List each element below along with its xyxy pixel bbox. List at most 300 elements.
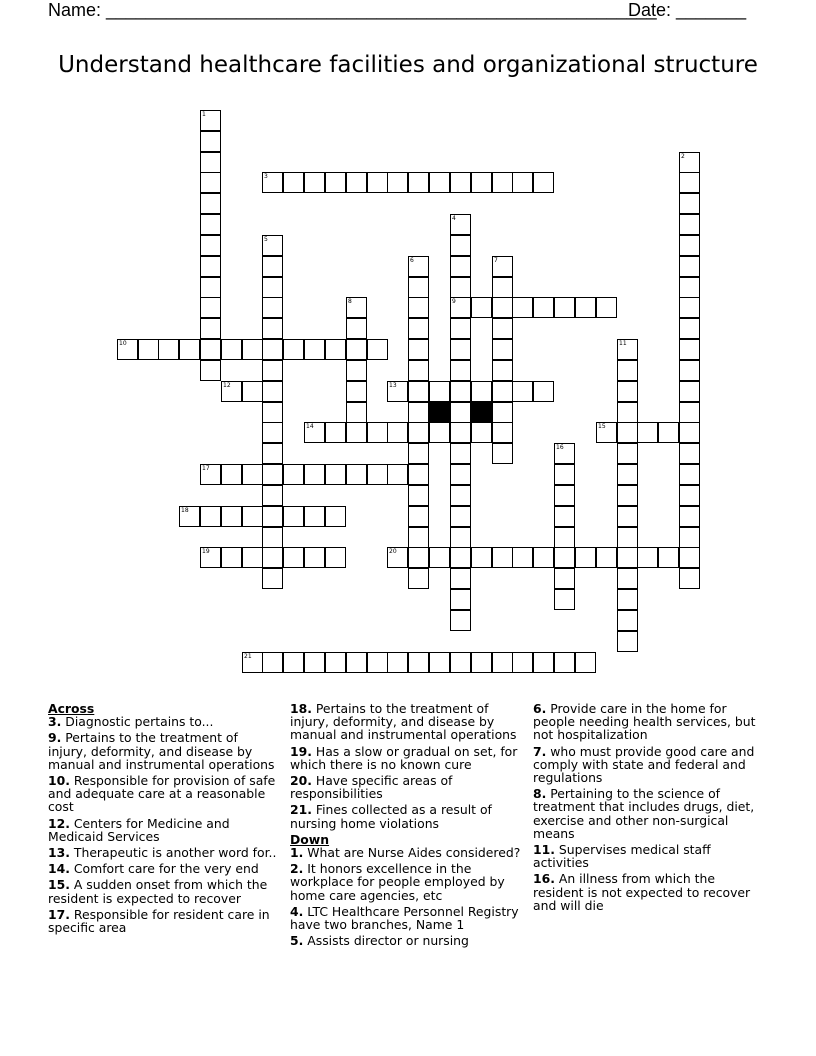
- grid-cell[interactable]: [408, 318, 429, 339]
- grid-cell[interactable]: [450, 297, 471, 318]
- grid-cell[interactable]: [262, 568, 283, 589]
- grid-cell[interactable]: [429, 381, 450, 402]
- grid-cell[interactable]: [408, 339, 429, 360]
- clue-number: 18: [181, 507, 189, 514]
- grid-cell[interactable]: [304, 422, 325, 443]
- grid-cell[interactable]: [200, 172, 221, 193]
- grid-cell[interactable]: [450, 402, 471, 423]
- grid-cell[interactable]: [450, 506, 471, 527]
- grid-cell[interactable]: [679, 318, 700, 339]
- clue-text: Pertaining to the science of treatment that includes drugs, diet, exercise and other non-surgical means: [533, 786, 755, 841]
- grid-cell[interactable]: [617, 527, 638, 548]
- clue-column-3: [533, 702, 765, 915]
- grid-cell[interactable]: [492, 277, 513, 298]
- grid-cell[interactable]: [450, 339, 471, 360]
- grid-cell[interactable]: [262, 485, 283, 506]
- grid-cell[interactable]: [596, 422, 617, 443]
- name-field[interactable]: Name: _______________________________________________________: [48, 0, 657, 20]
- grid-cell[interactable]: [679, 422, 700, 443]
- grid-cell[interactable]: [304, 547, 325, 568]
- clue-number: 15: [598, 423, 606, 430]
- clue-text: LTC Healthcare Personnel Registry have two branches, Name 1: [290, 903, 519, 933]
- grid-cell[interactable]: [617, 339, 638, 360]
- grid-cell[interactable]: [617, 485, 638, 506]
- grid-cell[interactable]: [325, 172, 346, 193]
- clue-number: 6: [410, 257, 414, 264]
- clue-number: 21: [244, 653, 252, 660]
- grid-cell[interactable]: [679, 256, 700, 277]
- grid-cell[interactable]: [200, 339, 221, 360]
- grid-cell[interactable]: [492, 443, 513, 464]
- clue-item: [290, 905, 522, 931]
- grid-cell[interactable]: [387, 547, 408, 568]
- grid-cell[interactable]: [596, 547, 617, 568]
- grid-cell[interactable]: [325, 652, 346, 673]
- grid-cell[interactable]: [283, 547, 304, 568]
- grid-cell[interactable]: [283, 464, 304, 485]
- grid-cell[interactable]: [492, 339, 513, 360]
- grid-cell[interactable]: [679, 339, 700, 360]
- grid-cell[interactable]: [554, 443, 575, 464]
- grid-cell[interactable]: [471, 172, 492, 193]
- grid-cell[interactable]: [637, 422, 658, 443]
- grid-cell[interactable]: [554, 527, 575, 548]
- grid-cell[interactable]: [617, 631, 638, 652]
- grid-cell[interactable]: [262, 235, 283, 256]
- grid-cell[interactable]: [262, 464, 283, 485]
- clue-number: 12: [223, 382, 231, 389]
- grid-cell[interactable]: [242, 381, 263, 402]
- grid-cell[interactable]: [200, 297, 221, 318]
- clue-number-label: 15.: [48, 877, 70, 893]
- grid-cell[interactable]: [262, 318, 283, 339]
- grid-cell[interactable]: [262, 443, 283, 464]
- grid-cell[interactable]: [387, 422, 408, 443]
- grid-cell[interactable]: [179, 339, 200, 360]
- grid-cell[interactable]: [492, 402, 513, 423]
- clue-text: Pertains to the treatment of injury, deformity, and disease by manual and instrumental operations: [48, 730, 275, 772]
- grid-cell[interactable]: [554, 506, 575, 527]
- across-heading: Across: [48, 701, 95, 716]
- grid-cell[interactable]: [304, 506, 325, 527]
- clue-text: Pertains to the treatment of injury, deformity, and disease by manual and instrumental operations: [290, 701, 517, 743]
- grid-cell[interactable]: [617, 402, 638, 423]
- grid-cell[interactable]: [262, 422, 283, 443]
- clue-number-label: 18.: [290, 701, 312, 716]
- grid-cell[interactable]: [387, 464, 408, 485]
- grid-cell[interactable]: [617, 589, 638, 610]
- down-heading: Down: [290, 831, 330, 847]
- grid-cell[interactable]: [533, 652, 554, 673]
- grid-cell[interactable]: [492, 172, 513, 193]
- grid-cell[interactable]: [512, 172, 533, 193]
- grid-cell[interactable]: [658, 547, 679, 568]
- clue-item: [533, 745, 765, 785]
- grid-cell[interactable]: [617, 422, 638, 443]
- grid-cell[interactable]: [242, 547, 263, 568]
- grid-cell[interactable]: [429, 422, 450, 443]
- clue-text: Supervises medical staff activities: [533, 842, 711, 871]
- grid-cell[interactable]: [533, 547, 554, 568]
- grid-cell[interactable]: [367, 464, 388, 485]
- clue-text: An illness from which the resident is not expected to recover and will die: [533, 871, 751, 913]
- grid-cell[interactable]: [679, 277, 700, 298]
- grid-cell[interactable]: [450, 318, 471, 339]
- page-title: Understand healthcare facilities and organizational structure: [58, 52, 758, 78]
- clue-number: 17: [202, 465, 210, 472]
- grid-cell[interactable]: [679, 152, 700, 173]
- grid-cell[interactable]: [346, 297, 367, 318]
- grid-cell[interactable]: [450, 422, 471, 443]
- grid-cell[interactable]: [262, 172, 283, 193]
- clue-item: [48, 878, 280, 904]
- grid-cell[interactable]: [221, 339, 242, 360]
- grid-cell[interactable]: [492, 547, 513, 568]
- grid-cell[interactable]: [200, 318, 221, 339]
- grid-cell[interactable]: [471, 547, 492, 568]
- grid-cell[interactable]: [554, 589, 575, 610]
- grid-cell[interactable]: [262, 277, 283, 298]
- grid-cell[interactable]: [450, 589, 471, 610]
- grid-cell[interactable]: [283, 339, 304, 360]
- clue-number-label: 2.: [290, 861, 304, 877]
- clue-number-label: 19.: [290, 743, 312, 759]
- grid-cell[interactable]: [617, 547, 638, 568]
- clue-text: Centers for Medicine and Medicaid Services: [48, 815, 230, 844]
- clue-item: [48, 817, 280, 843]
- grid-cell[interactable]: [637, 547, 658, 568]
- clue-item: [533, 843, 765, 869]
- grid-cell[interactable]: [283, 172, 304, 193]
- grid-cell[interactable]: [262, 339, 283, 360]
- grid-cell[interactable]: [200, 193, 221, 214]
- grid-cell[interactable]: [408, 485, 429, 506]
- grid-cell[interactable]: [471, 297, 492, 318]
- grid-cell[interactable]: [471, 652, 492, 673]
- black-square: [471, 402, 492, 423]
- clue-number-label: 11.: [533, 842, 555, 858]
- grid-cell[interactable]: [117, 339, 138, 360]
- grid-cell[interactable]: [492, 256, 513, 277]
- grid-cell[interactable]: [408, 547, 429, 568]
- clue-number-label: 20.: [290, 773, 312, 789]
- grid-cell[interactable]: [617, 464, 638, 485]
- grid-cell[interactable]: [408, 256, 429, 277]
- grid-cell[interactable]: [492, 318, 513, 339]
- grid-cell[interactable]: [408, 297, 429, 318]
- grid-cell[interactable]: [450, 381, 471, 402]
- grid-cell[interactable]: [408, 172, 429, 193]
- grid-cell[interactable]: [471, 422, 492, 443]
- grid-cell[interactable]: [408, 443, 429, 464]
- grid-cell[interactable]: [492, 297, 513, 318]
- grid-cell[interactable]: [387, 381, 408, 402]
- grid-cell[interactable]: [138, 339, 159, 360]
- grid-cell[interactable]: [408, 527, 429, 548]
- grid-cell[interactable]: [346, 402, 367, 423]
- clue-text: Fines collected as a result of nursing home violations: [290, 802, 492, 831]
- grid-cell[interactable]: [450, 214, 471, 235]
- clue-number: 19: [202, 548, 210, 555]
- grid-cell[interactable]: [679, 527, 700, 548]
- grid-cell[interactable]: [367, 172, 388, 193]
- grid-cell[interactable]: [304, 464, 325, 485]
- clue-text: It honors excellence in the workplace for people employed by home care agencies, etc: [290, 861, 505, 903]
- grid-cell[interactable]: [325, 464, 346, 485]
- grid-cell[interactable]: [533, 297, 554, 318]
- grid-cell[interactable]: [450, 256, 471, 277]
- clue-item: [48, 715, 280, 728]
- grid-cell[interactable]: [450, 443, 471, 464]
- grid-cell[interactable]: [450, 652, 471, 673]
- grid-cell[interactable]: [679, 547, 700, 568]
- grid-cell[interactable]: [367, 422, 388, 443]
- grid-cell[interactable]: [367, 652, 388, 673]
- grid-cell[interactable]: [575, 547, 596, 568]
- clue-text: What are Nurse Aides considered?: [303, 845, 521, 861]
- clue-item: [533, 872, 765, 912]
- clue-number-label: 3.: [48, 714, 62, 730]
- grid-cell[interactable]: [242, 464, 263, 485]
- grid-cell[interactable]: [679, 172, 700, 193]
- clue-text: Has a slow or gradual on set, for which there is no known cure: [290, 743, 518, 772]
- grid-cell[interactable]: [617, 506, 638, 527]
- grid-cell[interactable]: [492, 652, 513, 673]
- clue-text: Responsible for provision of safe and adequate care at a reasonable cost: [48, 773, 276, 815]
- clue-item: [533, 702, 765, 742]
- grid-cell[interactable]: [200, 464, 221, 485]
- grid-cell[interactable]: [679, 193, 700, 214]
- grid-cell[interactable]: [679, 485, 700, 506]
- grid-cell[interactable]: [575, 652, 596, 673]
- clue-item: [290, 702, 522, 742]
- grid-cell[interactable]: [408, 506, 429, 527]
- clue-item: [290, 862, 522, 902]
- grid-cell[interactable]: [242, 652, 263, 673]
- grid-cell[interactable]: [450, 235, 471, 256]
- grid-cell[interactable]: [554, 652, 575, 673]
- grid-cell[interactable]: [200, 506, 221, 527]
- grid-cell[interactable]: [617, 568, 638, 589]
- grid-cell[interactable]: [346, 339, 367, 360]
- grid-cell[interactable]: [387, 172, 408, 193]
- grid-cell[interactable]: [408, 464, 429, 485]
- black-square: [429, 402, 450, 423]
- clue-number: 5: [264, 236, 268, 243]
- grid-cell[interactable]: [658, 422, 679, 443]
- grid-cell[interactable]: [200, 277, 221, 298]
- grid-cell[interactable]: [262, 381, 283, 402]
- grid-cell[interactable]: [408, 277, 429, 298]
- grid-cell[interactable]: [554, 568, 575, 589]
- grid-cell[interactable]: [679, 506, 700, 527]
- grid-cell[interactable]: [450, 464, 471, 485]
- grid-cell[interactable]: [242, 506, 263, 527]
- grid-cell[interactable]: [262, 297, 283, 318]
- grid-cell[interactable]: [450, 610, 471, 631]
- grid-cell[interactable]: [450, 172, 471, 193]
- grid-cell[interactable]: [158, 339, 179, 360]
- grid-cell[interactable]: [262, 547, 283, 568]
- clue-item: [48, 862, 280, 875]
- grid-cell[interactable]: [429, 172, 450, 193]
- grid-cell[interactable]: [450, 568, 471, 589]
- clue-number-label: 21.: [290, 802, 312, 818]
- clue-number-label: 9.: [48, 730, 62, 746]
- grid-cell[interactable]: [492, 422, 513, 443]
- grid-cell[interactable]: [200, 235, 221, 256]
- clue-text: Responsible for resident care in specific area: [48, 906, 270, 936]
- grid-cell[interactable]: [512, 652, 533, 673]
- grid-cell[interactable]: [679, 235, 700, 256]
- grid-cell[interactable]: [408, 422, 429, 443]
- grid-cell[interactable]: [283, 652, 304, 673]
- clue-number-label: 6.: [533, 701, 547, 716]
- clue-item: [48, 908, 280, 934]
- grid-cell[interactable]: [679, 402, 700, 423]
- clue-item: [48, 731, 280, 771]
- grid-cell[interactable]: [200, 547, 221, 568]
- grid-cell[interactable]: [325, 547, 346, 568]
- grid-cell[interactable]: [450, 527, 471, 548]
- grid-cell[interactable]: [179, 506, 200, 527]
- date-field[interactable]: Date: _______: [628, 0, 747, 20]
- grid-cell[interactable]: [304, 339, 325, 360]
- grid-cell[interactable]: [221, 506, 242, 527]
- clue-number: 2: [681, 153, 685, 160]
- clue-text: who must provide good care and comply with state and federal and regulations: [533, 743, 755, 786]
- clue-item: [290, 745, 522, 771]
- clue-number: 1: [202, 111, 206, 118]
- clue-text: Assists director or nursing: [303, 933, 469, 949]
- grid-cell[interactable]: [262, 256, 283, 277]
- grid-cell[interactable]: [679, 464, 700, 485]
- grid-cell[interactable]: [554, 297, 575, 318]
- grid-cell[interactable]: [304, 172, 325, 193]
- grid-cell[interactable]: [200, 214, 221, 235]
- grid-cell[interactable]: [679, 443, 700, 464]
- grid-cell[interactable]: [533, 381, 554, 402]
- grid-cell[interactable]: [429, 547, 450, 568]
- grid-cell[interactable]: [387, 652, 408, 673]
- clue-item: [290, 934, 522, 947]
- grid-cell[interactable]: [346, 381, 367, 402]
- clue-number-label: 1.: [290, 845, 304, 861]
- grid-cell[interactable]: [262, 527, 283, 548]
- grid-cell[interactable]: [512, 547, 533, 568]
- grid-cell[interactable]: [242, 339, 263, 360]
- grid-cell[interactable]: [533, 172, 554, 193]
- clue-number: 3: [264, 173, 268, 180]
- grid-cell[interactable]: [262, 360, 283, 381]
- grid-cell[interactable]: [325, 506, 346, 527]
- clue-text: Therapeutic is another word for..: [69, 845, 277, 861]
- clue-number-label: 17.: [48, 906, 70, 922]
- grid-cell[interactable]: [554, 547, 575, 568]
- grid-cell[interactable]: [512, 381, 533, 402]
- grid-cell[interactable]: [200, 152, 221, 173]
- grid-cell[interactable]: [262, 402, 283, 423]
- clue-number-label: 8.: [533, 786, 547, 802]
- grid-cell[interactable]: [596, 297, 617, 318]
- grid-cell[interactable]: [304, 652, 325, 673]
- grid-cell[interactable]: [492, 381, 513, 402]
- grid-cell[interactable]: [200, 360, 221, 381]
- clue-number: 11: [619, 340, 627, 347]
- grid-cell[interactable]: [283, 506, 304, 527]
- grid-cell[interactable]: [450, 360, 471, 381]
- clue-item: [48, 774, 280, 814]
- grid-cell[interactable]: [262, 652, 283, 673]
- grid-cell[interactable]: [617, 443, 638, 464]
- grid-cell[interactable]: [617, 360, 638, 381]
- grid-cell[interactable]: [221, 464, 242, 485]
- grid-cell[interactable]: [512, 297, 533, 318]
- clue-number: 4: [452, 215, 456, 222]
- grid-cell[interactable]: [200, 256, 221, 277]
- grid-cell[interactable]: [408, 652, 429, 673]
- clue-item: [290, 774, 522, 800]
- grid-cell[interactable]: [554, 485, 575, 506]
- clue-item: [290, 846, 522, 859]
- grid-cell[interactable]: [325, 422, 346, 443]
- grid-cell[interactable]: [221, 547, 242, 568]
- grid-cell[interactable]: [408, 381, 429, 402]
- grid-cell[interactable]: [575, 297, 596, 318]
- grid-cell[interactable]: [679, 568, 700, 589]
- clue-number-label: 16.: [533, 871, 555, 887]
- grid-cell[interactable]: [262, 506, 283, 527]
- grid-cell[interactable]: [450, 277, 471, 298]
- clue-text: A sudden onset from which the resident is expected to recover: [48, 877, 268, 906]
- grid-cell[interactable]: [346, 422, 367, 443]
- grid-cell[interactable]: [325, 339, 346, 360]
- grid-cell[interactable]: [346, 172, 367, 193]
- grid-cell[interactable]: [346, 318, 367, 339]
- grid-cell[interactable]: [367, 339, 388, 360]
- grid-cell[interactable]: [221, 381, 242, 402]
- grid-cell[interactable]: [408, 402, 429, 423]
- clue-column-1: [48, 702, 280, 937]
- grid-cell[interactable]: [346, 652, 367, 673]
- grid-cell[interactable]: [346, 464, 367, 485]
- grid-cell[interactable]: [200, 131, 221, 152]
- clue-text: Have specific areas of responsibilities: [290, 773, 453, 802]
- clue-item: [48, 846, 280, 859]
- grid-cell[interactable]: [450, 547, 471, 568]
- clue-number: 16: [556, 444, 564, 451]
- grid-cell[interactable]: [679, 214, 700, 235]
- grid-cell[interactable]: [429, 652, 450, 673]
- grid-cell[interactable]: [408, 568, 429, 589]
- clue-column-2: [290, 702, 522, 950]
- clue-number: 20: [389, 548, 397, 555]
- grid-cell[interactable]: [450, 485, 471, 506]
- grid-cell[interactable]: [617, 610, 638, 631]
- grid-cell[interactable]: [346, 360, 367, 381]
- grid-cell[interactable]: [679, 381, 700, 402]
- grid-cell[interactable]: [471, 381, 492, 402]
- clue-number: 13: [389, 382, 397, 389]
- grid-cell[interactable]: [408, 360, 429, 381]
- grid-cell[interactable]: [679, 360, 700, 381]
- grid-cell[interactable]: [679, 297, 700, 318]
- grid-cell[interactable]: [200, 110, 221, 131]
- clue-number: 7: [494, 257, 498, 264]
- grid-cell[interactable]: [492, 360, 513, 381]
- grid-cell[interactable]: [617, 381, 638, 402]
- grid-cell[interactable]: [554, 464, 575, 485]
